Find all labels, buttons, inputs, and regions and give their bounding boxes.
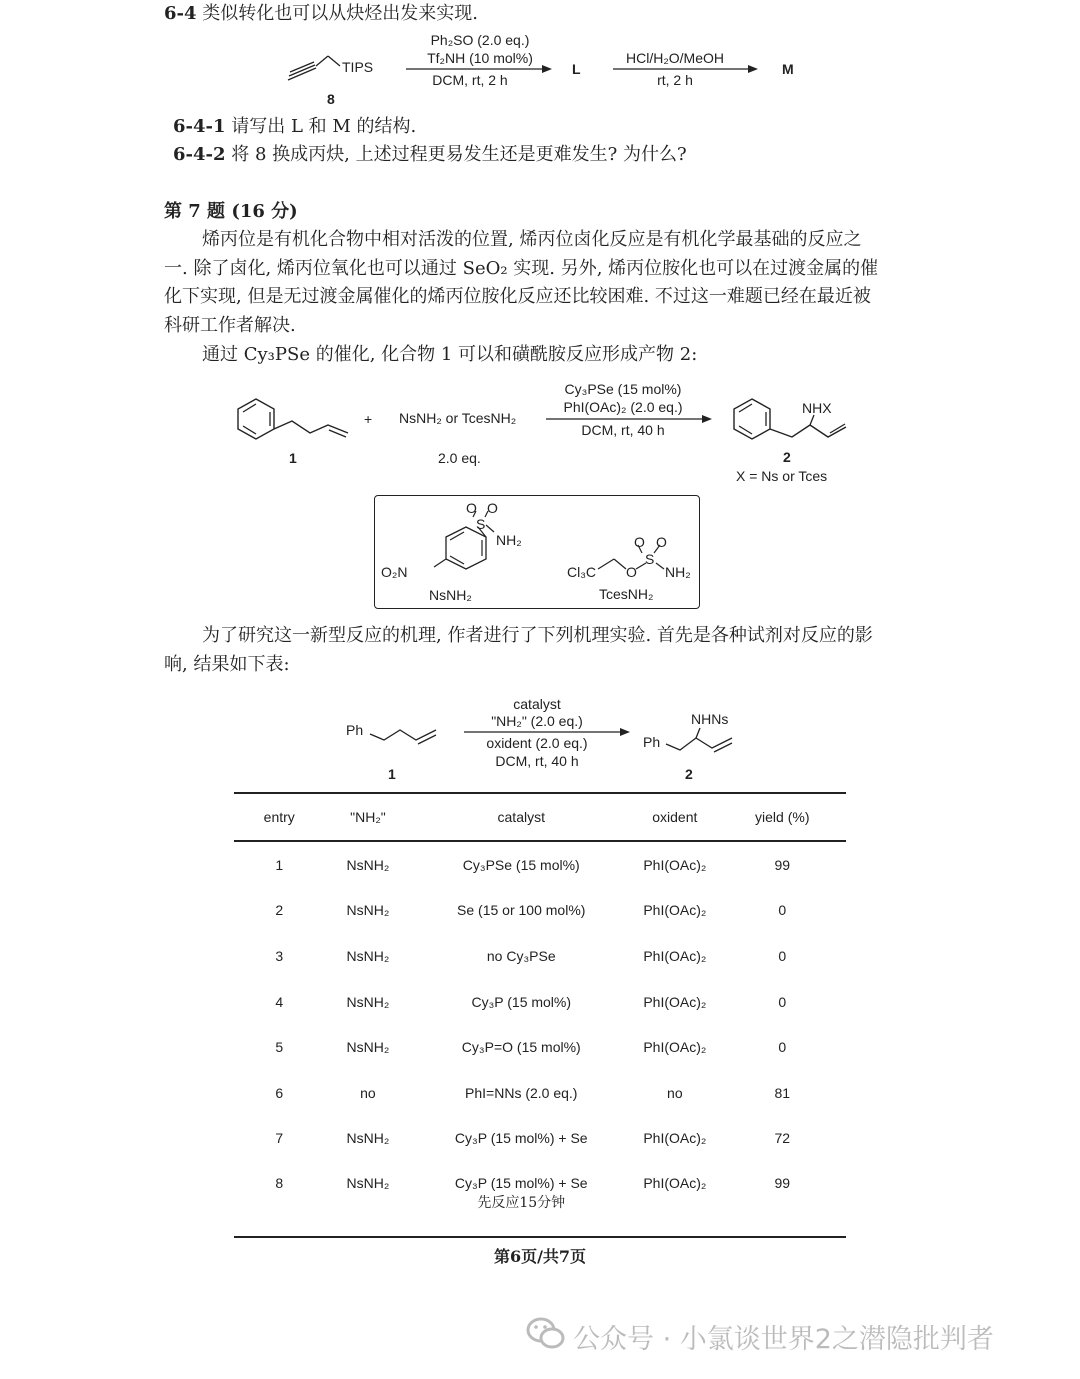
nitro-group: O₂N [381, 564, 408, 580]
cell-yield: 99 [774, 856, 791, 873]
cell-entry: 7 [275, 1130, 284, 1147]
q7-paragraph-3 [164, 622, 924, 679]
cell-yield: 0 [778, 993, 787, 1010]
tces-oxygen-1: O [634, 534, 645, 550]
product-M: M [782, 61, 794, 77]
cell-oxident: no [667, 1084, 683, 1101]
ns-oxygen-2: O [487, 500, 498, 516]
q641-line [173, 113, 416, 141]
cell-catalyst [411, 1161, 631, 1237]
cell-catalyst: Cy₃PSe (15 mol%) [462, 856, 580, 873]
cell-catalyst: Cy₃P=O (15 mol%) [461, 1039, 581, 1056]
cell-yield: 81 [774, 1084, 791, 1101]
cell-catalyst: PhI=NNs (2.0 eq.) [465, 1084, 578, 1101]
q64-reagent-1: Ph₂SO (2.0 eq.) [430, 32, 530, 48]
tips-label: TIPS [342, 59, 374, 75]
table-row [234, 1161, 846, 1237]
trichloromethyl: Cl₃C [567, 564, 597, 580]
cell-catalyst: Cy₃P (15 mol%) + Se [454, 1130, 588, 1147]
col-entry: entry [234, 793, 324, 841]
page-footer: 第6页/共7页 [493, 1247, 587, 1266]
cell-oxident: PhI(OAc)₂ [643, 993, 707, 1010]
cell-entry: 6 [275, 1084, 284, 1101]
mech-amine: "NH₂" (2.0 eq.) [491, 713, 583, 729]
q64-reagent-2: Tf₂NH (10 mol%) [427, 50, 533, 66]
tces-amine: NH₂ [665, 564, 691, 580]
q642-number: 6-4-2 [173, 144, 226, 165]
cell-entry: 3 [275, 947, 284, 964]
reagent-equiv: 2.0 eq. [438, 450, 481, 466]
q64-text: 类似转化也可以从炔烃出发来实现. [202, 3, 478, 24]
mech-label-1: 1 [388, 766, 396, 782]
q64-reagent-3: HCl/H₂O/MeOH [626, 50, 724, 66]
table-row [234, 1116, 846, 1162]
cell-amine: NsNH₂ [346, 902, 390, 919]
table-row [234, 888, 846, 934]
cell-oxident: PhI(OAc)₂ [643, 902, 707, 919]
cell-yield: 0 [778, 947, 787, 964]
ph-label-1: Ph [346, 722, 364, 738]
x-definition: X = Ns or Tces [736, 468, 828, 484]
cell-yield: 99 [719, 1161, 846, 1237]
table-row [234, 841, 846, 888]
solvent-condition: DCM, rt, 40 h [581, 422, 665, 438]
q64-conditions-1: DCM, rt, 2 h [432, 72, 508, 88]
cell-entry: 4 [275, 993, 284, 1010]
table-header-row [234, 793, 846, 841]
q641-number: 6-4-1 [173, 116, 226, 137]
col-yield: yield (%) [719, 793, 846, 841]
compound-2-label: 2 [783, 449, 791, 465]
ns-sulfur: S [476, 516, 486, 532]
cell-yield: 0 [778, 1039, 787, 1056]
cell-amine: NsNH₂ [346, 1039, 390, 1056]
q7-paragraph-1 [164, 226, 924, 340]
catalyst-text: Cy₃P (15 mol%) + Se [454, 1175, 588, 1192]
cell-oxident: PhI(OAc)₂ [643, 856, 707, 873]
reagent-sulfonamide: NsNH₂ or TcesNH₂ [399, 410, 517, 426]
table-row [234, 979, 846, 1025]
cell-amine: no [360, 1084, 376, 1101]
mech-label-2: 2 [685, 766, 693, 782]
q64-number: 6-4 [164, 3, 197, 24]
cell-catalyst: Se (15 or 100 mol%) [457, 902, 586, 919]
table-row [234, 933, 846, 979]
intermediate-L: L [572, 61, 581, 77]
q64-line [164, 0, 478, 28]
compound-8-label: 8 [327, 91, 335, 107]
nhns-label: NHNs [691, 711, 729, 727]
q64-conditions-2: rt, 2 h [657, 72, 693, 88]
cell-oxident: PhI(OAc)₂ [643, 947, 707, 964]
paragraph-line: 为了研究这一新型反应的机理, 作者进行了下列机理实验. 首先是各种试剂对反应的影 [202, 625, 873, 646]
oxidant-condition: PhI(OAc)₂ (2.0 eq.) [563, 399, 683, 415]
results-table [234, 792, 846, 1238]
cell-entry: 1 [275, 856, 284, 873]
cell-amine: NsNH₂ [346, 947, 390, 964]
watermark-text: 公众号 · 小氯谈世界2之潜隐批判者 [573, 1324, 994, 1355]
cell-amine: NsNH₂ [346, 993, 390, 1010]
q7-heading: 第 7 题 (16 分) [164, 201, 298, 222]
tces-sulfur: S [645, 551, 655, 567]
mech-oxidant: oxident (2.0 eq.) [486, 735, 588, 751]
q642-line [173, 141, 687, 169]
tcesnh2-name: TcesNH₂ [599, 586, 654, 602]
cell-amine: NsNH₂ [324, 1161, 411, 1237]
cell-yield: 0 [778, 902, 787, 919]
cell-oxident: PhI(OAc)₂ [631, 1161, 718, 1237]
tces-oxygen-2: O [656, 534, 667, 550]
cell-oxident: PhI(OAc)₂ [643, 1039, 707, 1056]
paragraph-line: 一. 除了卤化, 烯丙位氧化也可以通过 SeO₂ 实现. 另外, 烯丙位胺化也可以在过渡金属的催 [164, 257, 879, 279]
cell-amine: NsNH₂ [346, 1130, 390, 1147]
paragraph-line: 烯丙位是有机化合物中相对活泼的位置, 烯丙位卤化反应是有机化学最基础的反应之 [202, 229, 862, 250]
nhx-label: NHX [802, 400, 832, 416]
q641-text: 请写出 L 和 M 的结构. [231, 116, 417, 137]
catalyst-condition: Cy₃PSe (15 mol%) [564, 381, 682, 397]
cell-entry: 8 [234, 1161, 324, 1237]
nsnh2-name: NsNH₂ [429, 587, 472, 603]
ph-label-2: Ph [643, 734, 661, 750]
mech-conditions: DCM, rt, 40 h [495, 753, 579, 769]
q7-paragraph-2: 通过 Cy₃PSe 的催化, 化合物 1 可以和磺酰胺反应形成产物 2: [202, 344, 698, 365]
paragraph-line: 响, 结果如下表: [164, 653, 290, 675]
paragraph-line: 化下实现, 但是无过渡金属催化的烯丙位胺化反应还比较困难. 不过这一难题已经在最近被 [164, 286, 871, 307]
ns-oxygen-1: O [466, 500, 477, 516]
cell-oxident: PhI(OAc)₂ [643, 1130, 707, 1147]
cell-amine: NsNH₂ [346, 856, 390, 873]
col-amine: "NH₂" [324, 793, 411, 841]
cell-entry: 2 [275, 902, 284, 919]
col-catalyst: catalyst [411, 793, 631, 841]
ns-amine: NH₂ [496, 532, 522, 548]
cell-catalyst: no Cy₃PSe [486, 947, 556, 964]
tces-ester-oxygen: O [626, 564, 637, 580]
cell-catalyst: Cy₃P (15 mol%) [471, 993, 572, 1010]
col-oxident: oxident [631, 793, 718, 841]
catalyst-note: 先反应15分钟 [477, 1195, 566, 1212]
compound-1-label: 1 [289, 450, 297, 466]
wechat-icon [526, 1316, 566, 1352]
table-row [234, 1024, 846, 1070]
cell-yield: 72 [774, 1130, 791, 1147]
cell-entry: 5 [275, 1039, 284, 1056]
table-row [234, 1070, 846, 1116]
mech-catalyst: catalyst [513, 696, 561, 712]
q642-text: 将 8 换成丙炔, 上述过程更易发生还是更难发生? 为什么? [231, 144, 687, 165]
paragraph-line: 科研工作者解决. [164, 314, 296, 336]
plus-sign: + [364, 411, 373, 427]
